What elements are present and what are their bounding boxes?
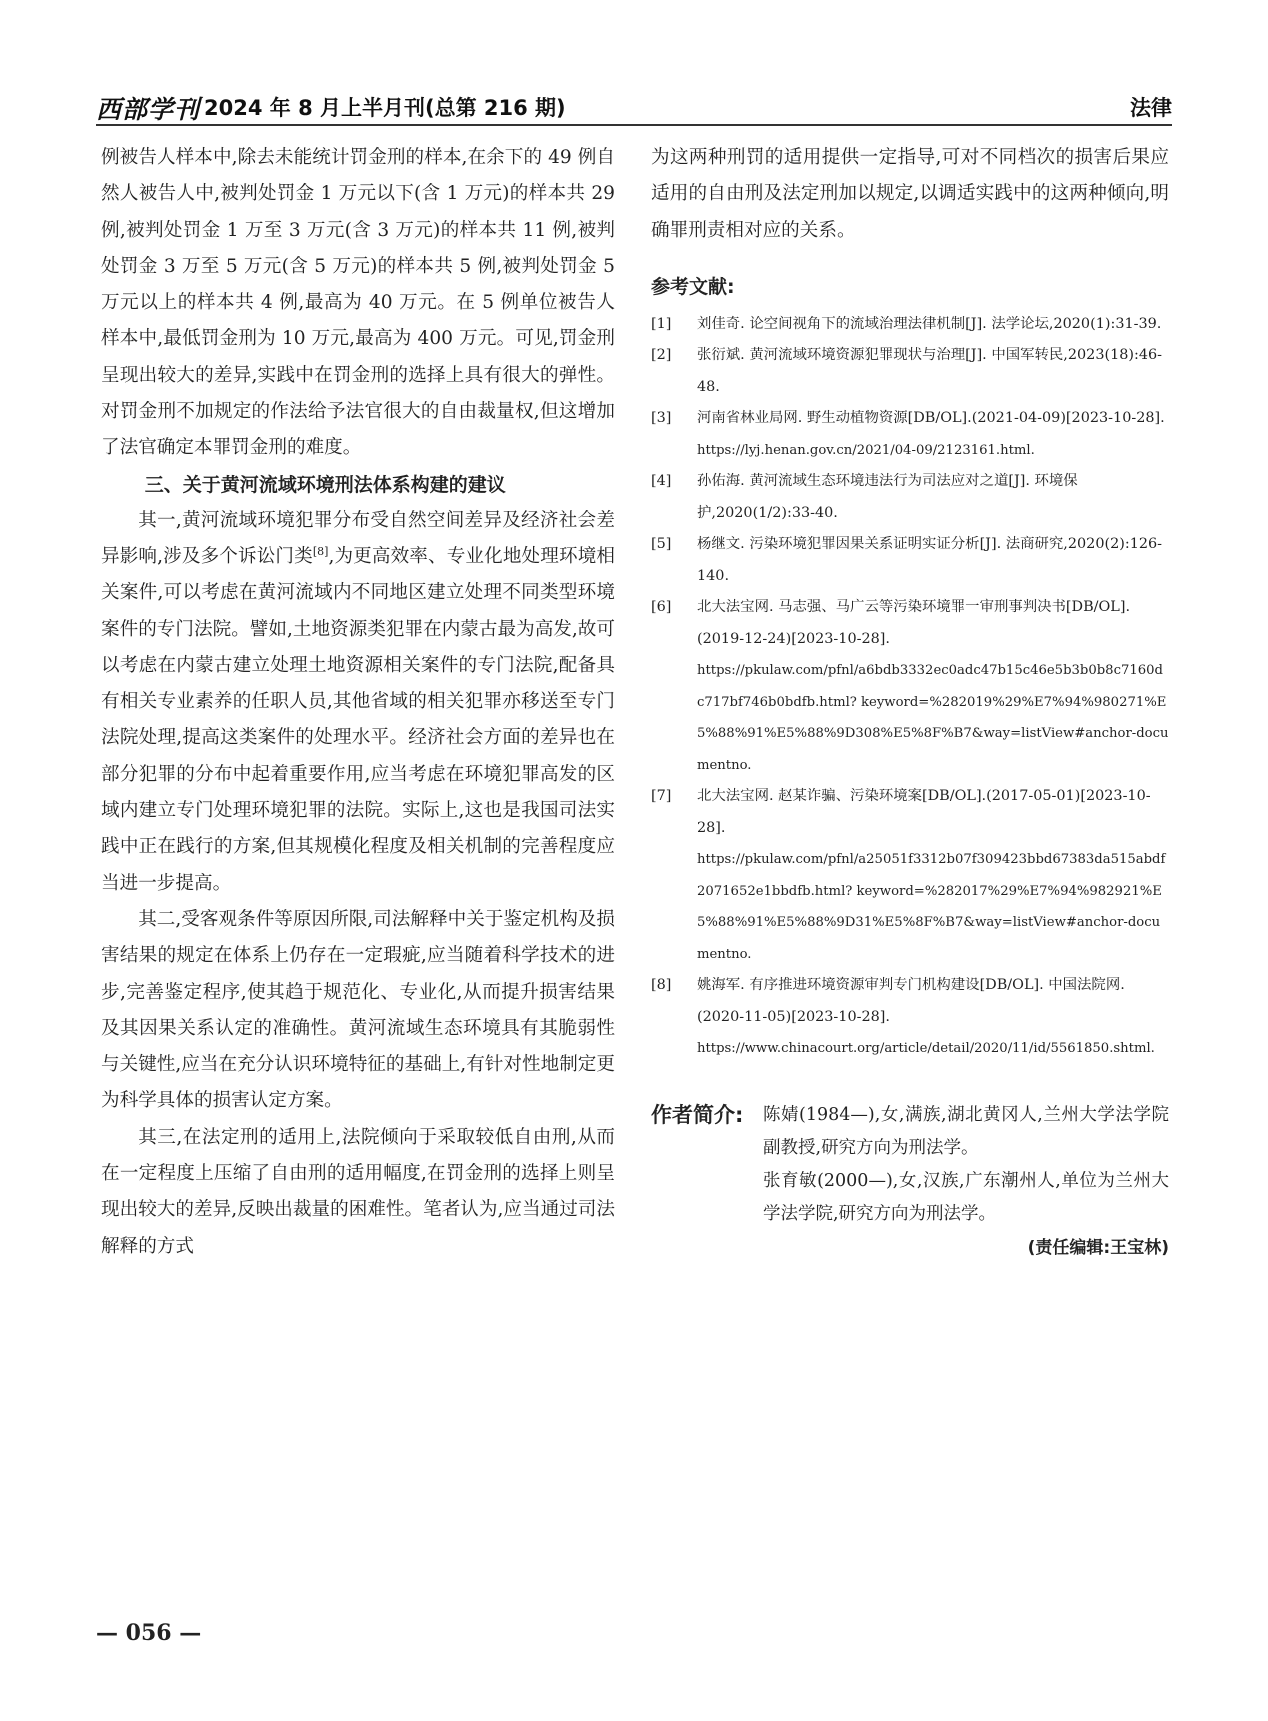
reference-item (651, 403, 1169, 466)
reference-item (651, 781, 1169, 970)
author-bio-label: 作者简介: (651, 1102, 744, 1127)
reference-text: 姚海军. 有序推进环境资源审判专门机构建设[DB/OL]. 中国法院网.(2020-11-05)[2023-10-28]. (697, 977, 1125, 1025)
section-heading-text: 三、关于黄河流域环境刑法体系构建的建议 (144, 473, 506, 496)
right-column (651, 140, 1169, 1263)
page-header (96, 84, 1172, 124)
reference-url[interactable]: https://pkulaw.com/pfnl/a6bdb3332ec0adc47b15c46e5b3b0b8c7160dc717bf746b0bdfb.html? keyword=%282019%29%E7%94%980271%E5%88%91%E5%88%9D308%E5%8F%B7&way=listView#anchor-documentno. (697, 663, 1169, 773)
paragraph-suggestion-1 (101, 503, 615, 902)
journal-logo: 西部学刊 (96, 95, 201, 124)
paragraph-suggestion-2: 其二,受客观条件等原因所限,司法解释中关于鉴定机构及损害结果的规定在体系上仍存在一定瑕疵,应当随着科学技术的进步,完善鉴定程序,使其趋于规范化、专业化,从而提升损害结果及其因果关系认定的准确性。黄河流域生态环境具有其脆弱性与关键性,应当在充分认识环境特征的基础上,有针对性地制定更为科学具体的损害认定方案。 (101, 908, 615, 1112)
section-heading (101, 467, 615, 503)
reference-text: 河南省林业局网. 野生动植物资源[DB/OL].(2021-04-09)[2023-10-28]. (697, 410, 1165, 427)
reference-item (651, 529, 1169, 592)
reference-text: 杨继文. 污染环境犯罪因果关系证明实证分析[J]. 法商研究,2020(2):126-140. (697, 536, 1163, 584)
paragraph-continuation: 为这两种刑罚的适用提供一定指导,可对不同档次的损害后果应适用的自由刑及法定刑加以规定,以调适实践中的这两种倾向,明确罪刑责相对应的关系。 (651, 147, 1169, 241)
page-number: — 056 — (96, 1620, 202, 1646)
reference-item (651, 466, 1169, 529)
left-column (101, 140, 615, 1265)
reference-url[interactable]: https://lyj.henan.gov.cn/2021/04-09/2123161.html. (697, 442, 1035, 458)
reference-item (651, 592, 1169, 781)
paragraph-suggestion-1-part-a: 其一,黄河流域环境犯罪分布受自然空间差异及经济社会差异影响,涉及多个诉讼门类 (101, 509, 615, 567)
author-bio (651, 1099, 1169, 1263)
header-rule (96, 124, 1172, 126)
reference-text: 北大法宝网. 赵某诈骗、污染环境案[DB/OL].(2017-05-01)[2023-10-28]. (697, 788, 1151, 836)
references-list (651, 309, 1169, 1065)
references-title: 参考文献: (651, 275, 735, 298)
paragraph-suggestion-3: 其三,在法定刑的适用上,法院倾向于采取较低自由刑,从而在一定程度上压缩了自由刑的适用幅度,在罚金刑的选择上则呈现出较大的差异,反映出裁量的困难性。笔者认为,应当通过司法解释的方式 (101, 1126, 615, 1257)
citation-marker: [8] (312, 544, 329, 558)
reference-number: [7] (651, 788, 672, 805)
reference-item (651, 309, 1169, 341)
reference-item (651, 340, 1169, 403)
author-bio-1: 陈婧(1984—),女,满族,湖北黄冈人,兰州大学法学院副教授,研究方向为刑法学。 (763, 1104, 1169, 1158)
reference-number: [5] (651, 536, 672, 553)
reference-text: 张衍斌. 黄河流域环境资源犯罪现状与治理[J]. 中国军转民,2023(18):46-48. (697, 347, 1163, 395)
author-bio-2: 张育敏(2000—),女,汉族,广东潮州人,单位为兰州大学法学院,研究方向为刑法学。 (763, 1170, 1169, 1224)
reference-number: [2] (651, 347, 672, 364)
reference-item (651, 970, 1169, 1065)
reference-url[interactable]: https://pkulaw.com/pfnl/a25051f3312b07f309423bbd67383da515abdf2071652e1bbdfb.html? keyword=%282017%29%E7%94%982921%E5%88%91%E5%88%9D31%E5%8F%B7&way=listView#anchor-documentno. (697, 852, 1166, 962)
paragraph-suggestion-1-part-b: ,为更高效率、专业化地处理环境相关案件,可以考虑在黄河流域内不同地区建立处理不同类型环境案件的专门法院。譬如,土地资源类犯罪在内蒙古最为高发,故可以考虑在内蒙古建立处理土地资源相关案件的专门法院,配备具有相关专业素养的任职人员,其他省域的相关犯罪亦移送至专门法院处理,提高这类案件的处理水平。经济社会方面的差异也在部分犯罪的分布中起着重要作用,应当考虑在环境犯罪高发的区域内建立专门处理环境犯罪的法院。实际上,这也是我国司法实践中正在践行的方案,但其规模化程度及相关机制的完善程度应当进一步提高。 (101, 545, 615, 894)
section-label: 法律 (1130, 96, 1172, 120)
reference-number: [6] (651, 599, 672, 616)
reference-text: 孙佑海. 黄河流域生态环境违法行为司法应对之道[J]. 环境保护,2020(1/2):33-40. (697, 473, 1078, 521)
responsible-editor: (责任编辑:王宝林) (1027, 1237, 1169, 1258)
issue-info: 2024 年 8 月上半月刊(总第 216 期) (204, 96, 566, 120)
reference-number: [4] (651, 473, 672, 490)
reference-text: 刘佳奇. 论空间视角下的流域治理法律机制[J]. 法学论坛,2020(1):31-39. (697, 315, 1162, 332)
reference-url[interactable]: https://www.chinacourt.org/article/detail/2020/11/id/5561850.shtml. (697, 1041, 1155, 1057)
reference-number: [8] (651, 977, 672, 994)
reference-number: [3] (651, 410, 672, 427)
paragraph-fine-stats: 例被告人样本中,除去未能统计罚金刑的样本,在余下的 49 例自然人被告人中,被判处罚金 1 万元以下(含 1 万元)的样本共 29 例,被判处罚金 1 万至 3 万元(含 3 万元)的样本共 11 例,被判处罚金 3 万至 5 万元(含 5 万元)的样本共 5 例,被判处罚金 5 万元以上的样本共 4 例,最高为 40 万元。在 5 例单位被告人样本中,最低罚金刑为 10 万元,最高为 400 万元。可见,罚金刑呈现出较大的差异,实践中在罚金刑的选择上具有很大的弹性。对罚金刑不加规定的作法给予法官很大的自由裁量权,但这增加了法官确定本罪罚金刑的难度。 (101, 147, 615, 459)
reference-text: 北大法宝网. 马志强、马广云等污染环境罪一审刑事判决书[DB/OL].(2019-12-24)[2023-10-28]. (697, 599, 1131, 647)
reference-number: [1] (651, 315, 672, 332)
